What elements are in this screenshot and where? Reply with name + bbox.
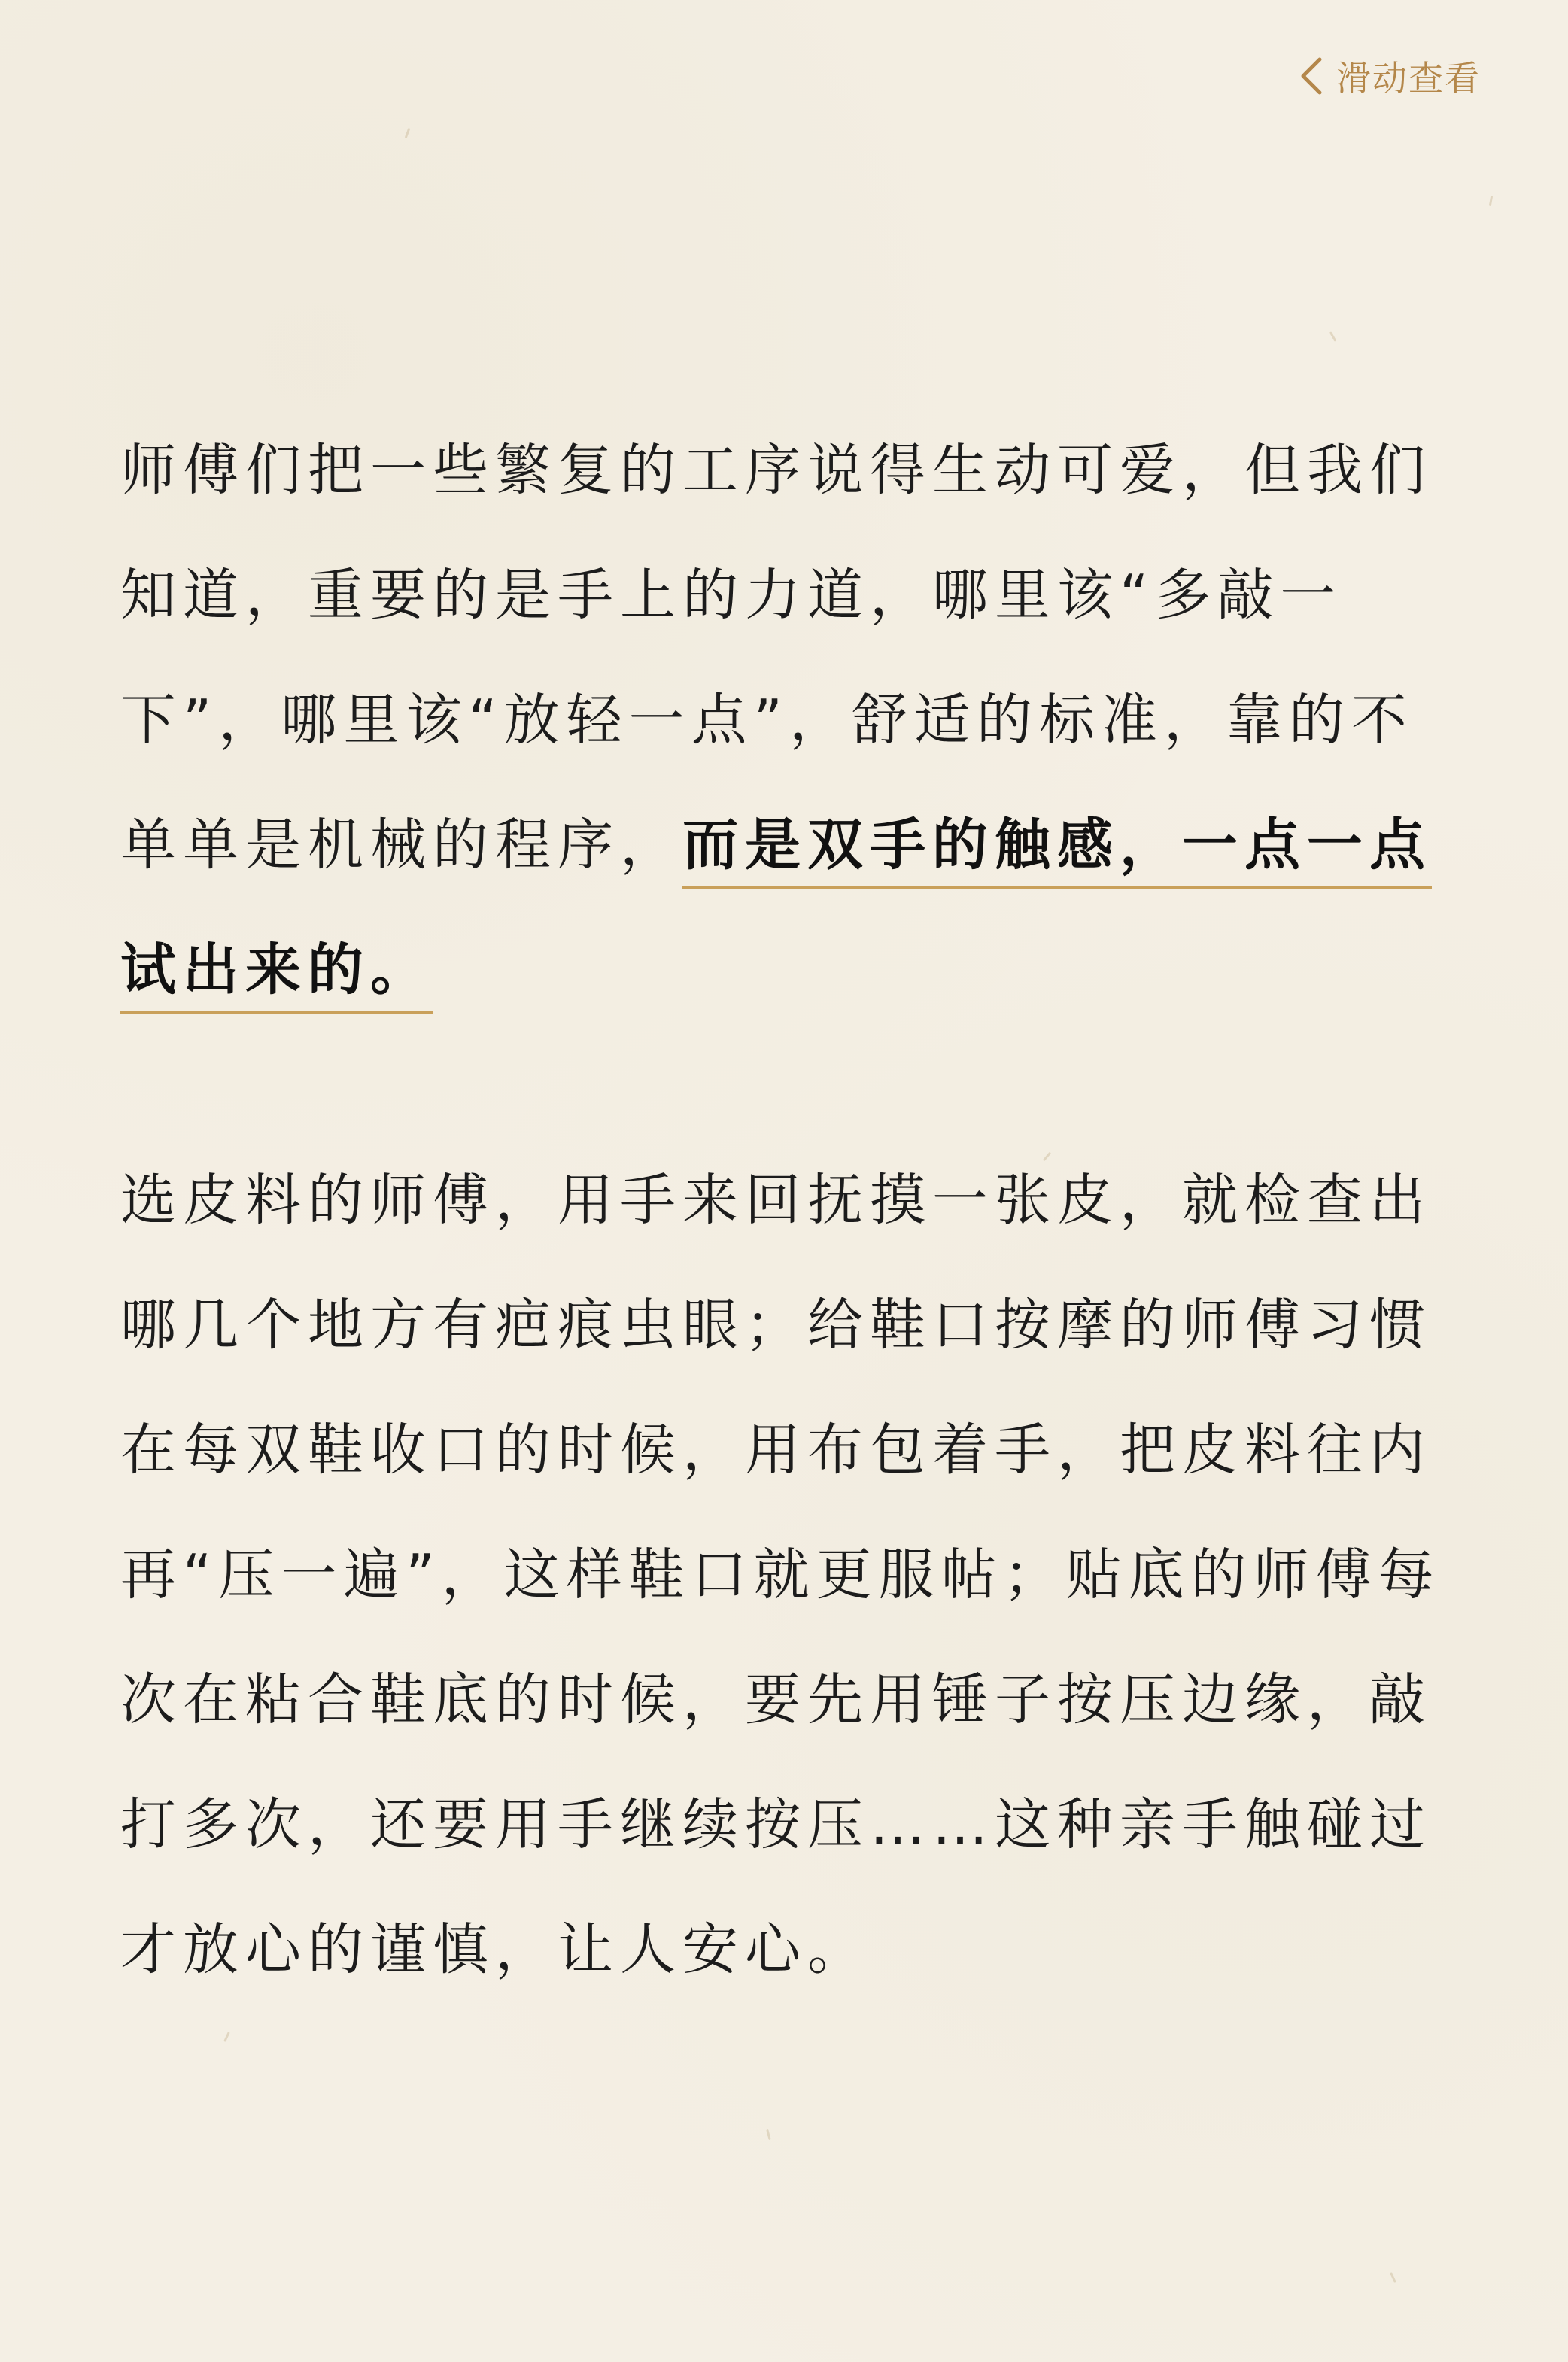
paper-fleck: [1489, 196, 1493, 206]
paper-fleck: [1390, 2272, 1396, 2283]
paper-fleck: [1329, 331, 1337, 342]
paragraph-craft-touch: [120, 408, 1448, 1032]
swipe-hint-label: 滑动查看: [1336, 58, 1481, 99]
paper-fleck: [405, 128, 411, 138]
paper-fleck: [223, 2032, 230, 2042]
paragraph-text: 师傅们把一些繁复的工序说得生动可爱，但我们知道，重要的是手上的力道，哪里该“多敲一下”，哪里该“放轻一点”，舒适的标准，靠的不单单是机械的程序，: [120, 438, 1432, 877]
paragraph-masters: [120, 1138, 1448, 2012]
paper-fleck: [766, 2129, 771, 2140]
swipe-hint[interactable]: [1296, 51, 1481, 101]
paragraph-text: 选皮料的师傅，用手来回抚摸一张皮，就检查出哪几个地方有疤痕虫眼；给鞋口按摩的师傅习惯在每双鞋收口的时候，用布包着手，把皮料往内再“压一遍”，这样鞋口就更服帖；贴底的师傅每次在粘合鞋底的时候，要先用锤子按压边缘，敲打多次，还要用手继续按压……这种亲手触碰过才放心的谨慎，让人安心。: [120, 1168, 1441, 1982]
chevron-left-icon: [1296, 55, 1326, 97]
emphasis-text: 而是双手的触感，一点一点试出来的。: [120, 813, 1432, 1002]
